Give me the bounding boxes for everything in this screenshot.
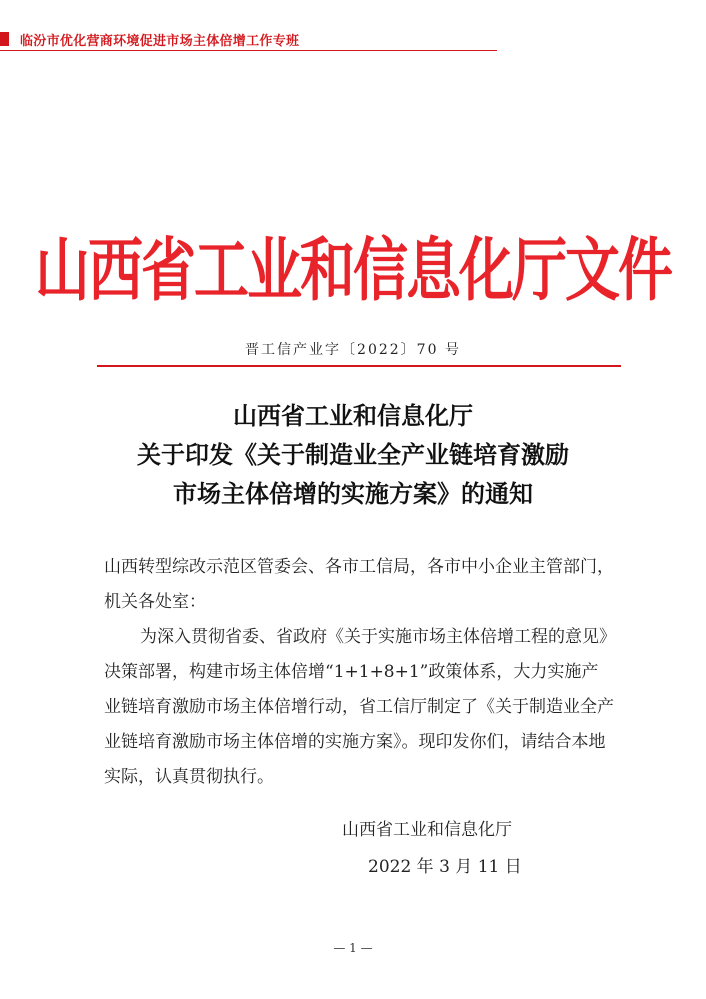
signature-organization: 山西省工业和信息化厅 — [342, 820, 512, 840]
banner-underline — [0, 50, 497, 51]
title-line-2: 关于印发《关于制造业全产业链培育激励 — [137, 440, 569, 469]
document-title — [0, 396, 706, 513]
document-number: 晋工信产业字〔2022〕70 号 — [245, 342, 461, 358]
body-paragraph: 为深入贯彻省委、省政府《关于实施市场主体倍增工程的意见》决策部署，构建市场主体倍增“1+1+8+1”政策体系，大力实施产业链培育激励市场主体倍增行动，省工信厅制定了《关于制造业全产业链培育激励市场主体倍增的实施方案》。现印发你们，请结合本地实际，认真贯彻执行。 — [104, 627, 614, 787]
document-masthead: 山西省工业和信息化厅文件 — [34, 228, 671, 310]
title-line-3: 市场主体倍增的实施方案》的通知 — [173, 479, 533, 508]
addressees: 山西转型综改示范区管委会、各市工信局，各市中小企业主管部门，机关各处室： — [104, 557, 614, 612]
title-line-1: 山西省工业和信息化厅 — [233, 401, 473, 430]
red-divider — [97, 365, 621, 367]
banner-text: 临汾市优化营商环境促进市场主体倍增工作专班 — [20, 34, 300, 49]
document-body — [104, 550, 614, 795]
top-banner — [0, 30, 500, 50]
banner-marker — [0, 32, 9, 46]
signature-date: 2022 年 3 月 11 日 — [368, 857, 522, 877]
page-number: — 1 — — [333, 941, 373, 955]
